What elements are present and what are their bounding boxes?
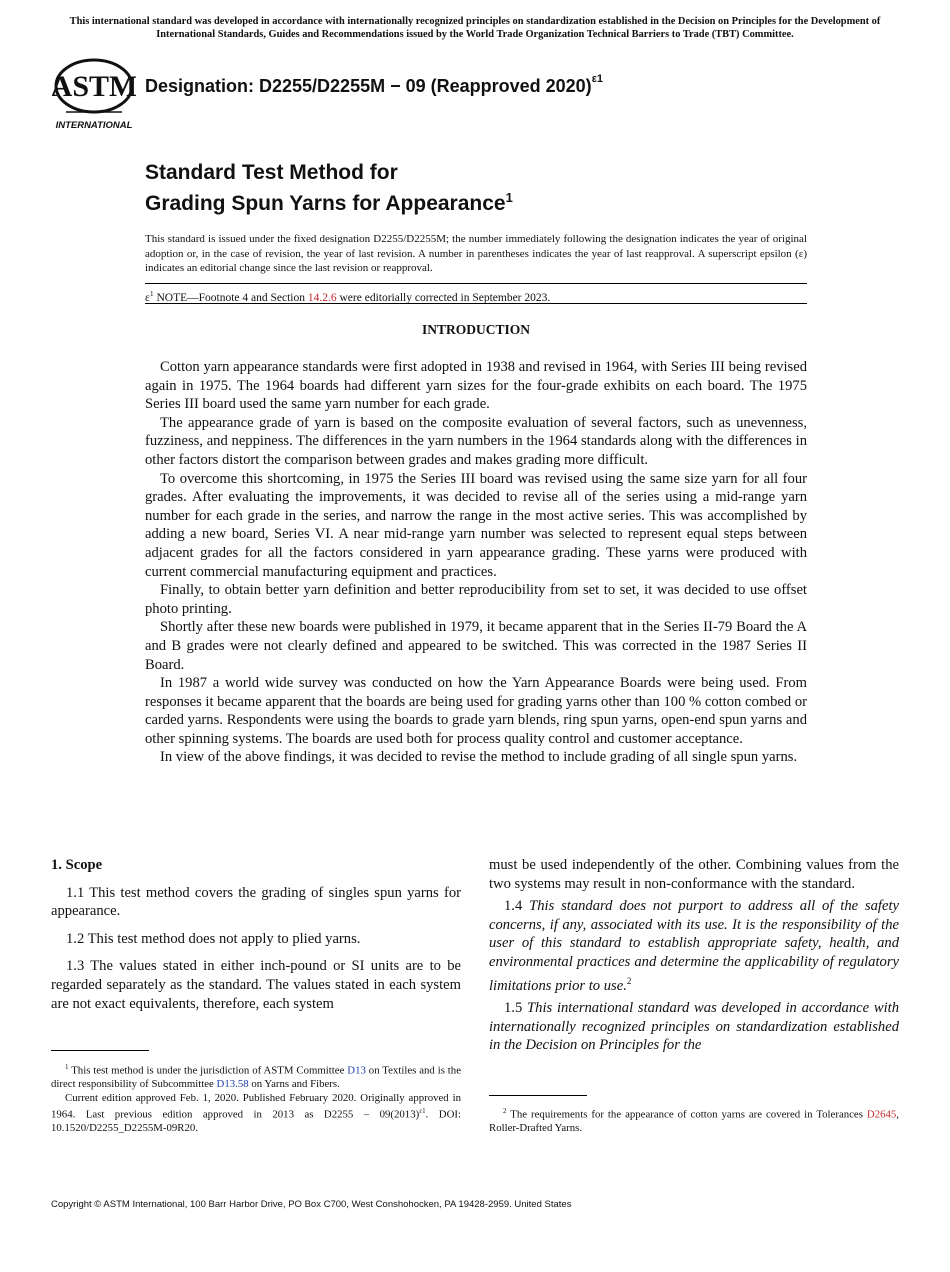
scope-1-2: 1.2 This test method does not apply to plied yarns. xyxy=(66,930,361,947)
note-epsilon: ε xyxy=(145,291,150,304)
subcommittee-d13-58-link[interactable]: D13.58 xyxy=(216,1077,249,1090)
intro-paragraph: Shortly after these new boards were published in 1979, it became apparent that in the Series II-79 Board the A and B grades were not clearly defined and appeared to be switched. This was corrected in the 1987 Series II Board. xyxy=(145,619,807,673)
designation-epsilon: ε1 xyxy=(591,73,604,85)
scope-1-1: 1.1 This test method covers the grading of singles spun yarns for appearance. xyxy=(51,884,461,920)
title-line-2: Grading Spun Yarns for Appearance xyxy=(145,192,506,215)
note-text-post: were editorially corrected in September 2023. xyxy=(336,291,551,304)
scope-1-3-continued: must be used independently of the other. Combining values from the two systems may result in non-conformance with the standard. xyxy=(489,857,899,892)
issued-note: This standard is issued under the fixed designation D2255/D2255M; the number immediately following the designation indicates the year of original adoption or, in the case of revision, the year of last revision. A number in parentheses indicates the year of last reapproval. A superscript epsilon (ε) indicates an editorial change since the last revision or reapproval. xyxy=(145,233,807,274)
scope-1-4 xyxy=(489,897,899,995)
edition-text: Current edition approved Feb. 1, 2020. Published February 2020. Originally approved in 1964. Last previous edition approved in 2013 as D2255 – 09(2013) xyxy=(51,1092,461,1122)
footnote-rule-left xyxy=(51,1050,149,1051)
intro-paragraph: The appearance grade of yarn is based on the composite evaluation of several factors, such as unevenness, fuzziness, and neppiness. The differences in the yarn numbers in the 1964 standards along with the differences in other factors distort the comparison between grades and makes grading more difficult. xyxy=(145,414,807,468)
committee-d13-link[interactable]: D13 xyxy=(347,1064,366,1077)
footnote-1-text-post: on Yarns and Fibers. xyxy=(248,1077,340,1090)
astm-logo xyxy=(52,56,136,132)
footnote-2-ref: 2 xyxy=(626,975,632,986)
title-line-1: Standard Test Method for xyxy=(145,161,398,184)
footnotes-right xyxy=(489,1105,899,1136)
intro-paragraph: In view of the above findings, it was decided to revise the method to include grading of all single spun yarns. xyxy=(160,749,798,766)
tbt-banner: This international standard was developed in accordance with internationally recognized principles on standardization established in the Decision on Principles for the Development of International Standards, Guides and Recommendations issued by the World Trade Organization Technical Barriers to Trade (TBT) Committee. xyxy=(69,16,881,40)
designation-text: Designation: D2255/D2255M − 09 (Reapproved 2020) xyxy=(145,76,592,96)
logo-letters: ASTM xyxy=(52,70,136,103)
footnote-1-marker: 1 xyxy=(65,1063,69,1071)
intro-paragraph: In 1987 a world wide survey was conducted on how the Yarn Appearance Boards were being used. From responses it became apparent that the boards are being used for grading yarns other than 100 % cotton combed or carded yarns. Respondents were using the boards to grade yarn blends, ring spun yarns, open-end spun yarns and other spinning systems. The boards are used both for process quality control and customer acceptance. xyxy=(145,675,807,747)
footnote-1-edition xyxy=(51,1092,461,1135)
scope-1-5 xyxy=(489,999,899,1055)
footnotes-left xyxy=(51,1061,461,1137)
footnote-2-marker: 2 xyxy=(503,1107,507,1115)
edition-doi: . DOI: 10.1520/D2255_D2255M-09R20. xyxy=(51,1109,461,1135)
footnote-2 xyxy=(489,1105,899,1135)
copyright-notice: Copyright © ASTM International, 100 Barr Harbor Drive, PO Box C700, West Conshohocken, PA 19428-2959. United States xyxy=(51,1199,572,1210)
footnote-2-text: The requirements for the appearance of cotton yarns are covered in Tolerances xyxy=(506,1108,867,1121)
scope-1-5-number: 1.5 xyxy=(504,1000,523,1017)
title-footnote-ref: 1 xyxy=(505,190,513,205)
note-text-pre: NOTE—Footnote 4 and Section xyxy=(153,291,308,304)
footnote-2-text-post: , Roller-Drafted Yarns. xyxy=(489,1108,899,1134)
footnote-1 xyxy=(51,1061,461,1091)
intro-paragraph: Finally, to obtain better yarn definition and better reproducibility from set to set, it was decided to use offset photo printing. xyxy=(145,582,807,617)
right-column xyxy=(489,856,899,1064)
editorial-note xyxy=(145,283,807,304)
page-title xyxy=(145,160,513,216)
scope-1-4-text: This standard does not purport to address all of the safety concerns, if any, associated with its use. It is the responsibility of the user of this standard to establish appropriate safety, health, and environmental practices and determine the applicability of regulatory limitations prior to use. xyxy=(489,898,899,994)
left-column xyxy=(51,856,461,1022)
d2645-link[interactable]: D2645 xyxy=(866,1108,897,1121)
footnote-1-text-mid: on Textiles and is the direct responsibility of Subcommittee xyxy=(51,1064,462,1090)
edition-epsilon: ε1 xyxy=(419,1107,426,1116)
footnote-1-text: This test method is under the jurisdiction of ASTM Committee xyxy=(68,1064,348,1077)
intro-paragraph: Cotton yarn appearance standards were first adopted in 1938 and revised in 1964, with Series III being revised again in 1975. The 1964 boards had different yarn sizes for the four-grade exhibits on each board. The 1975 Series III board used the same yarn number for each grade. xyxy=(145,359,807,413)
introduction-heading: INTRODUCTION xyxy=(421,322,530,337)
logo-org: INTERNATIONAL xyxy=(55,120,133,131)
footnote-rule-right xyxy=(489,1095,587,1096)
intro-paragraph: To overcome this shortcoming, in 1975 the Series III board was revised using the same size yarn for all four grades. After evaluating the improvements, it was decided to revise all of the series using a mid-range yarn number for each grade in the series, and narrow the range in the most active series. This was accomplished by adding a new board, Series VI. A near mid-range yarn number was selected to represent equal steps between adjacent grades for all the factors considered in yarn appearance grading. These yarns were produced with current commercial manufacturing equipment and practices. xyxy=(145,470,807,580)
scope-1-4-number: 1.4 xyxy=(504,898,523,915)
astm-logo-mark xyxy=(52,56,136,132)
note-epsilon-sup: 1 xyxy=(149,289,154,298)
scope-1-5-text: This international standard was developed in accordance with internationally recognized principles on standardization established in the Decision on Principles for the xyxy=(489,1000,900,1054)
designation xyxy=(145,73,604,97)
scope-1-3: 1.3 The values stated in either inch-pound or SI units are to be regarded separately as the standard. The values stated in each system are not exact equivalents, therefore, each system xyxy=(51,958,461,1012)
section-link-14-2-6[interactable]: 14.2.6 xyxy=(307,291,337,304)
introduction-body xyxy=(145,358,807,767)
scope-heading: 1. Scope xyxy=(51,857,103,873)
